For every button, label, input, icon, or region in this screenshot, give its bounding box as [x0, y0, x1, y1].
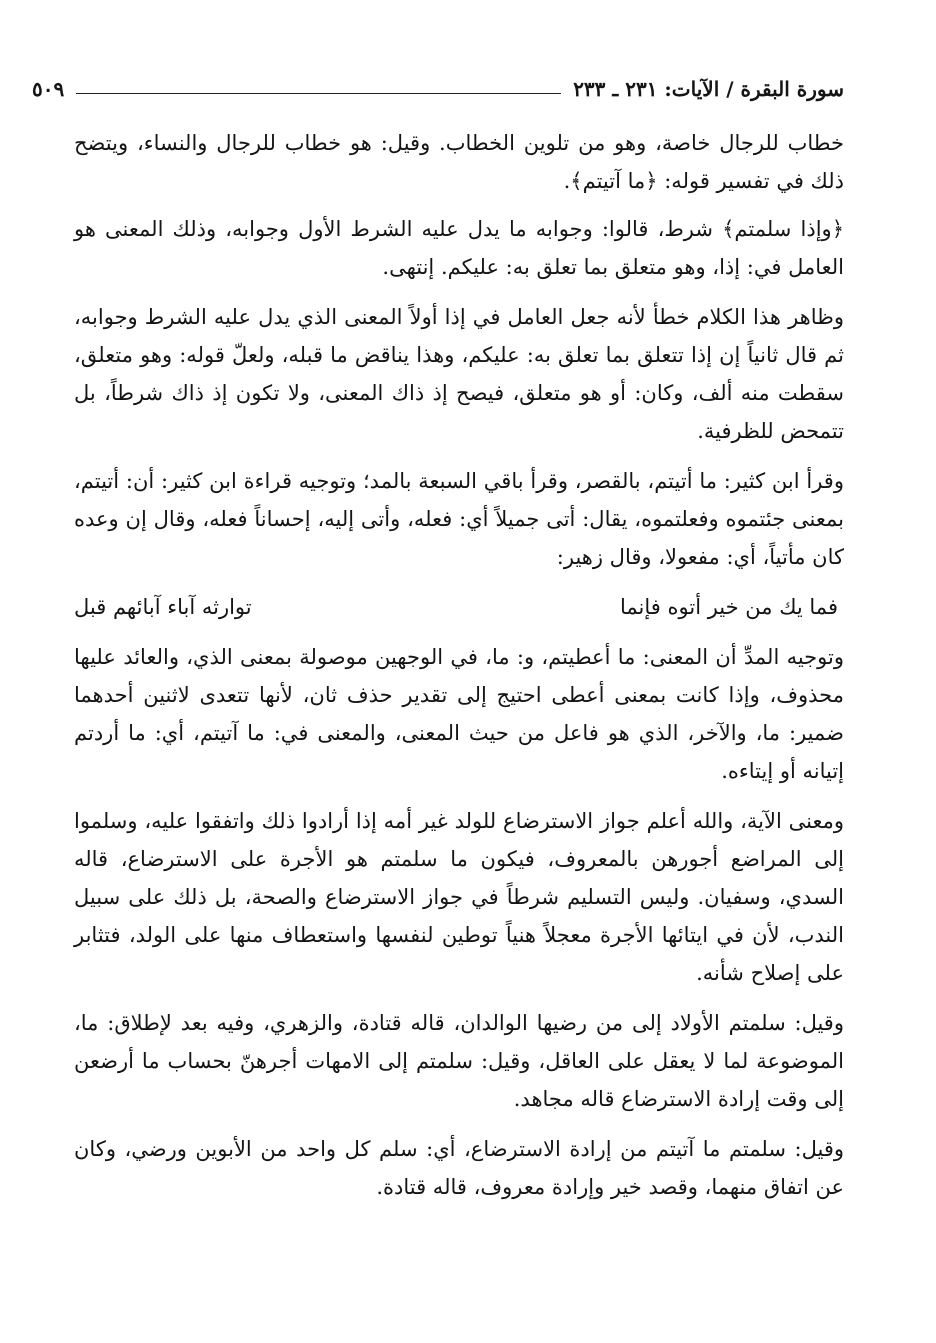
verse-first-hemistich: فما يك من خير أتوه فإنما: [620, 595, 838, 619]
paragraph: ﴿وإذا سلمتم﴾ شرط، قالوا: وجوابه ما يدل عليه الشرط الأول وجوابه، وذلك المعنى هو العامل في: إذا، وهو متعلق بما تعلق به: عليكم. إنتهى.: [74, 217, 844, 279]
paragraph: خطاب للرجال خاصة، وهو من تلوين الخطاب. وقيل: هو خطاب للرجال والنساء، ويتضح ذلك في تفسير قوله: ﴿ما آتيتم﴾.: [74, 131, 844, 193]
paragraph: وظاهر هذا الكلام خطأ لأنه جعل العامل في إذا أولاً المعنى الذي يدل عليه الشرط وجوابه، ثم قال ثانياً إن إذا تتعلق بما تعلق به: عليكم، وهذا يناقض ما قبله، ولعلّ قوله: وهو متعلق، سقطت منه ألف، وكان: أو هو متعلق، فيصح إذ ذاك المعنى، ولا تكون إذ ذاك شرطاً، بل تتمحض للظرفية.: [74, 305, 844, 443]
header-rule: [76, 93, 561, 94]
paragraph: ومعنى الآية، والله أعلم جواز الاسترضاع للولد غير أمه إذا أرادوا ذلك واتفقوا عليه، وسلموا إلى المراضع أجورهن بالمعروف، فيكون ما سلمتم هو الأجرة على الاسترضاع، قاله السدي، وسفيان. وليس التسليم شرطاً في جواز الاسترضاع والصحة، بل ذلك على سبيل الندب، لأن في ايتائها الأجرة معجلاً هنياً توطين لنفسها واستعطاف منها على الولد، فتثابر على إصلاح شأنه.: [74, 809, 844, 985]
paragraph: وقرأ ابن كثير: ما أتيتم، بالقصر، وقرأ باقي السبعة بالمد؛ وتوجيه قراءة ابن كثير: أن: أتيتم، بمعنى جئتموه وفعلتموه، يقال: أتى جميلاً أي: فعله، وأتى إليه، إحساناً فعله، وقال إن وعده كان مأتياً، أي: مفعولا، وقال زهير:: [74, 469, 844, 569]
verse-second-hemistich: توارثه آباء آبائهم قبل: [74, 595, 252, 619]
surah-title: سورة البقرة / الآيات: ٢٣١ ـ ٢٣٣: [573, 77, 844, 101]
poetry-verse: [74, 588, 844, 626]
page-body: [74, 124, 844, 1218]
paragraph: وتوجيه المدِّ أن المعنى: ما أعطيتم، و: ما، في الوجهين موصولة بمعنى الذي، والعائد عليها محذوف، وإذا كانت بمعنى أعطى احتيج إلى تقدير حذف ثان، لأنها تتعدى لاثنين أحدهما ضمير: ما، والآخر، الذي هو فاعل من حيث المعنى، والمعنى في: ما آتيتم، أي: ما أردتم إتيانه أو إيتاءه.: [74, 645, 844, 783]
page-number: ٥٠٩: [32, 77, 65, 101]
running-header: [32, 72, 844, 106]
paragraph: وقيل: سلمتم الأولاد إلى من رضيها الوالدان، قاله قتادة، والزهري، وفيه بعد لإطلاق: ما، الموضوعة لما لا يعقل على العاقل، وقيل: سلمتم إلى الامهات أجرهنّ بحساب ما أرضعن إلى وقت إرادة الاسترضاع قاله مجاهد.: [74, 1011, 844, 1111]
paragraph: وقيل: سلمتم ما آتيتم من إرادة الاسترضاع، أي: سلم كل واحد من الأبوين ورضي، وكان عن اتفاق منهما، وقصد خير وإرادة معروف، قاله قتادة.: [74, 1137, 844, 1199]
